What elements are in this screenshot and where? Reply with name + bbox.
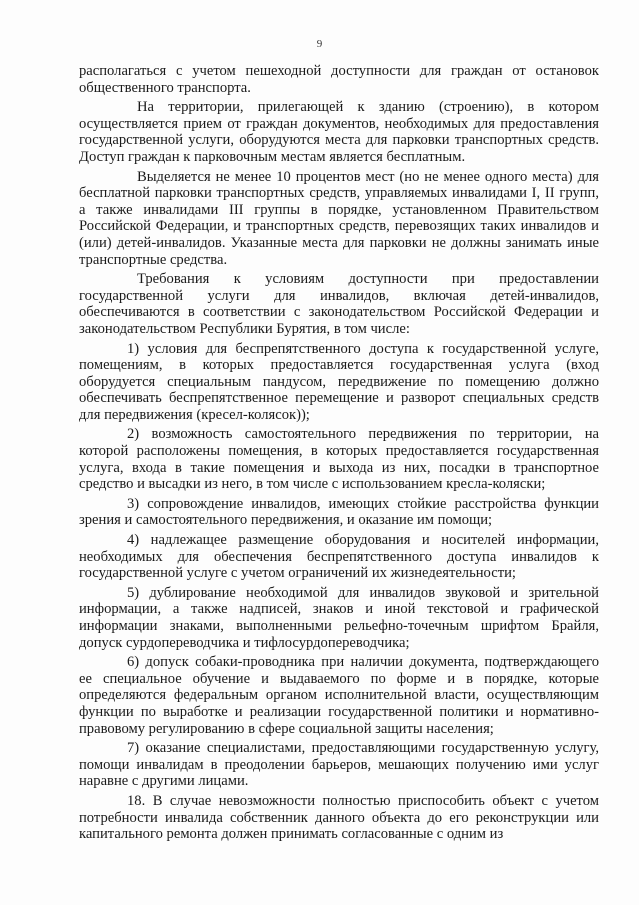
- list-item-4: 4) надлежащее размещение оборудования и носителей информации, необходимых для обеспечения беспрепятственного доступа инвалидов к государственной услуге с учетом ограничений их жизнедеятельности;: [79, 532, 599, 582]
- paragraph-18: 18. В случае невозможности полностью приспособить объект с учетом потребности инвалида собственник данного объекта до его реконструкции или капитального ремонта должен принимать согласованные с одним из: [79, 792, 599, 843]
- list-item-1: 1) условия для беспрепятственного доступа к государственной услуге, помещениям, в которых предоставляется государственная услуга (вход оборудуется специальным пандусом, передвижение по помещению должно обеспечивать беспрепятственное перемещение и разворот специальных средств для передвижения (кресел-колясок));: [79, 340, 599, 423]
- paragraph-transport-stops: располагаться с учетом пешеходной доступности для граждан от остановок общественного транспорта.: [79, 63, 599, 96]
- list-item-7: 7) оказание специалистами, предоставляющими государственную услугу, помощи инвалидам в преодолении барьеров, мешающих получению ими услуг наравне с другими лицами.: [79, 740, 599, 790]
- paragraph-disabled-parking: Выделяется не менее 10 процентов мест (но не менее одного места) для бесплатной парковки транспортных средств, управляемых инвалидами I, II групп, а также инвалидами III группы в порядке, установленном Правительством Российской Федерации, и транспортных средств, перевозящих таких инвалидов и (или) детей-инвалидов. Указанные места для парковки не должны занимать иные транспортные средства.: [79, 168, 599, 268]
- document-body: [79, 63, 599, 846]
- paragraph-parking-places: На территории, прилегающей к зданию (строению), в котором осуществляется прием от граждан документов, необходимых для предоставления государственной услуги, оборудуются места для парковки транспортных средств. Доступ граждан к парковочным местам является бесплатным.: [79, 99, 599, 165]
- page-number: 9: [316, 38, 323, 50]
- paragraph-accessibility-requirements: Требования к условиям доступности при предоставлении государственной услуги для инвалидов, включая детей-инвалидов, обеспечиваются в соответствии с законодательством Российской Федерации и законодательством Республики Бурятия, в том числе:: [79, 271, 599, 337]
- list-item-5: 5) дублирование необходимой для инвалидов звуковой и зрительной информации, а также надписей, знаков и иной текстовой и графической информации знаками, выполненными рельефно-точечным шрифтом Брайля, допуск сурдопереводчика и тифлосурдопереводчика;: [79, 584, 599, 651]
- list-item-3: 3) сопровождение инвалидов, имеющих стойкие расстройства функции зрения и самостоятельного передвижения, и оказание им помощи;: [79, 495, 599, 529]
- list-item-2: 2) возможность самостоятельного передвижения по территории, на которой расположены помещения, в которых предоставляется государственная услуга, входа в такие помещения и выхода из них, посадки в транспортное средство и высадки из него, в том числе с использованием кресла-коляски;: [79, 426, 599, 493]
- list-item-6: 6) допуск собаки-проводника при наличии документа, подтверждающего ее специальное обучение и выдаваемого по форме и в порядке, которые определяются федеральным органом исполнительной власти, осуществляющим функции по выработке и реализации государственной политики и нормативно-правовому регулированию в сфере социальной защиты населения;: [79, 654, 599, 737]
